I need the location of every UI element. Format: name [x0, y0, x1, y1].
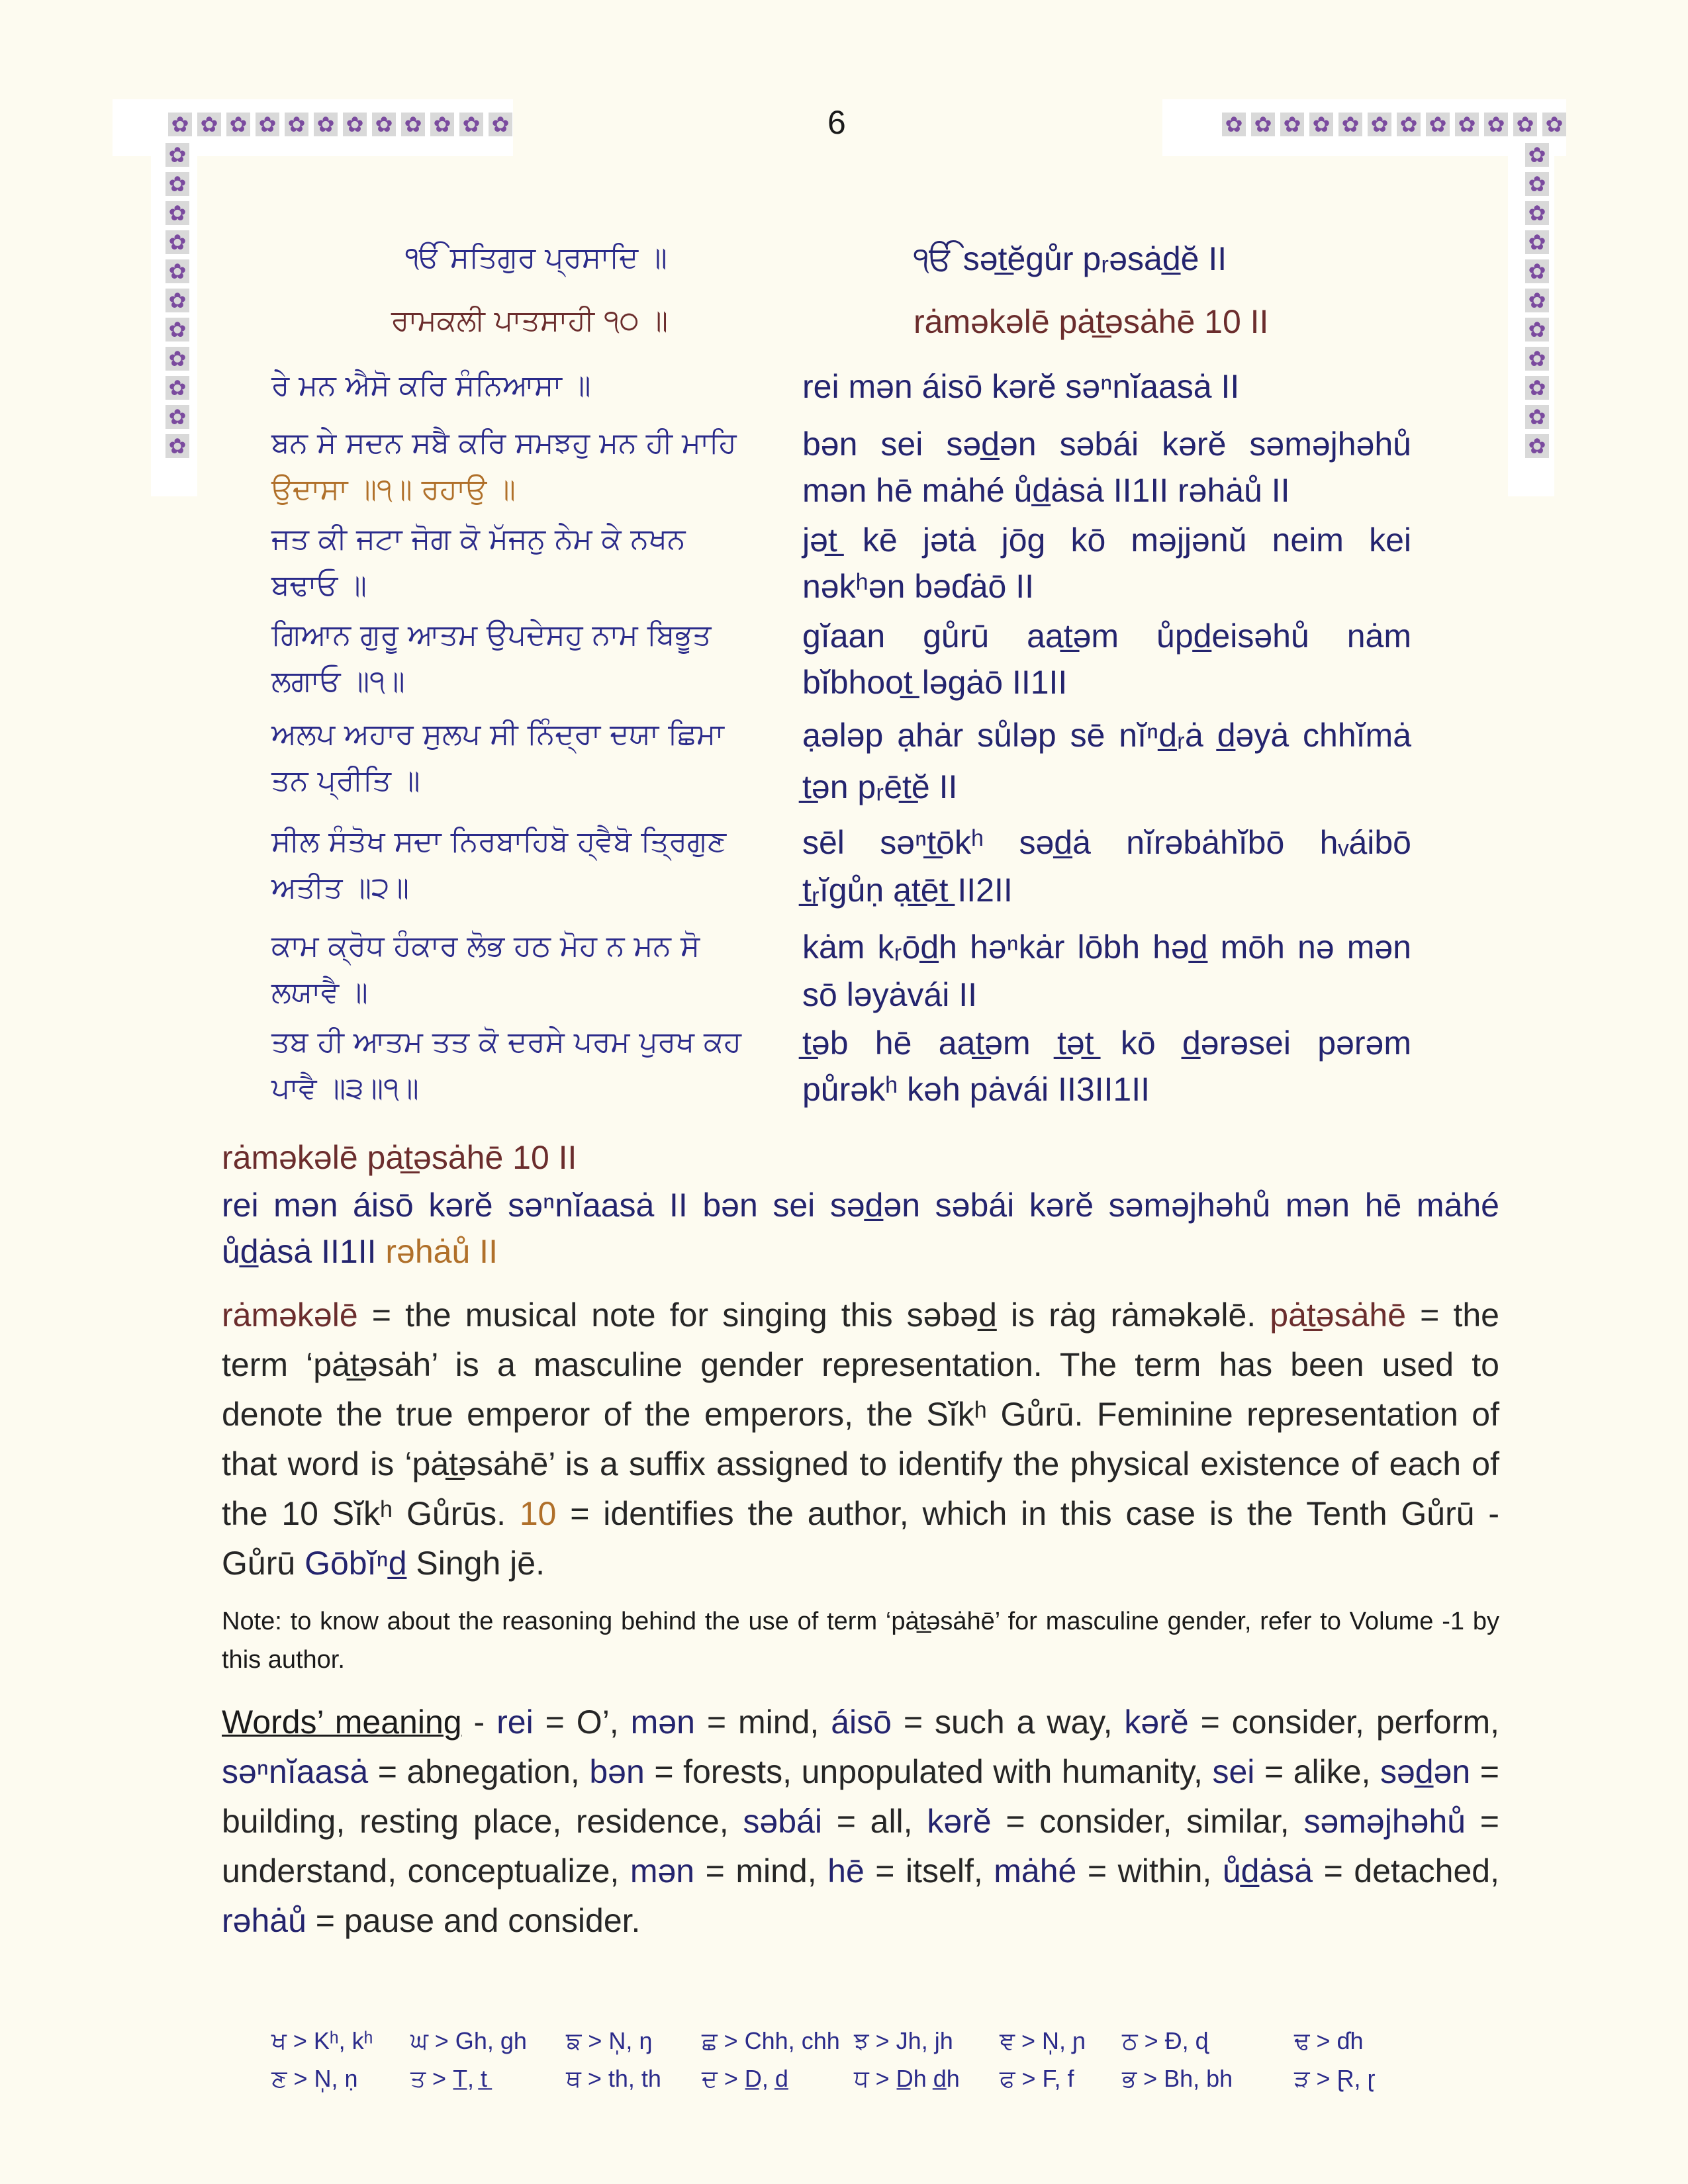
flower-ornament-icon: ✿ [1513, 113, 1537, 136]
explanation-text-3: = identifies the author, which in this case is the Tenth Gůrū - Gůrū [222, 1495, 1499, 1582]
verse-roman: sēl səⁿt̲ōkʰ səd̲ȧ nĭrəbȧhĭbō hᵥáibō [802, 824, 1411, 861]
meaning-definition: = alike, [1254, 1753, 1380, 1790]
meaning-definition: = detached, [1313, 1852, 1499, 1889]
gloss-entry: ਤ > T̲, t̲ [410, 2065, 488, 2092]
flower-ornament-icon: ✿ [1251, 113, 1275, 136]
meaning-definition: = understand, conceptualize, [222, 1803, 1500, 1889]
flower-ornament-icon: ✿ [165, 289, 189, 312]
flower-ornament-icon: ✿ [1525, 201, 1549, 225]
gurmukhi-title: ੴ ਸਤਿਗੁਰ ਪ੍ਰਸਾਦਿ ॥ [405, 241, 667, 275]
meaning-definition: = pause and consider. [306, 1902, 641, 1939]
verse-roman-2: půrəkʰ kəh pȧvái II3II1II [802, 1071, 1150, 1108]
verse-gurmukhi-2: ਲਗਾਓ ॥੧॥ [271, 664, 405, 698]
flower-ornament-icon: ✿ [165, 259, 189, 283]
verse-roman-2: t̲ᵣĭgůṇ ạt̲ēt̲ II2II [802, 872, 1013, 909]
verse-gurmukhi-2: ਬਢਾਓ ॥ [271, 569, 367, 602]
flower-ornament-icon: ✿ [1525, 259, 1549, 283]
verse-gurmukhi: ਬਨ ਸੇ ਸਦਨ ਸਬੈ ਕਰਿ ਸਮਝਹੁ ਮਨ ਹੀ ਮਾਹਿ [271, 426, 737, 460]
verse-roman-2: bĭbhoot̲ ləgȧō II1II [802, 664, 1068, 701]
flower-ornament-icon: ✿ [372, 113, 396, 136]
verse-gurmukhi: ਜਤ ਕੀ ਜਟਾ ਜੋਗ ਕੋ ਮੱਜਨੁ ਨੇਮ ਕੇ ਨਖਨ [271, 522, 686, 556]
gloss-entry: ਝ > Jh, jh [854, 2027, 953, 2054]
flower-ornament-icon: ✿ [165, 201, 189, 225]
flower-ornament-icon: ✿ [168, 113, 192, 136]
flower-ornament-icon: ✿ [343, 113, 367, 136]
meaning-word: kərĕ [927, 1803, 992, 1840]
meaning-definition: = consider, similar, [991, 1803, 1304, 1840]
words-meaning-paragraph [222, 1698, 1499, 1946]
verse-roman: rei mən áisō kərĕ səⁿnĭaasȧ II [802, 368, 1240, 405]
meaning-word: mən [630, 1852, 695, 1889]
term-gobind: Gōbĭⁿd̲ [305, 1545, 407, 1582]
repeat-udasa: ůd̲ȧsȧ II1II [222, 1233, 377, 1270]
verse-roman: gĭaan gůrū aat̲əm ůpd̲eisəhů nȧm [802, 617, 1411, 655]
gloss-entry: ਧ > D̲h d̲h [854, 2065, 960, 2092]
ornament-top-left [165, 113, 515, 136]
meaning-definition: = mind, [694, 1704, 831, 1741]
verse-roman-2: t̲ən pᵣēt̲ĕ II [802, 768, 958, 805]
flower-ornament-icon: ✿ [165, 230, 189, 254]
words-meaning-dash: - [461, 1704, 497, 1741]
meaning-definition: = O’, [533, 1704, 631, 1741]
verse-gurmukhi: ਤਬ ਹੀ ਆਤਮ ਤਤ ਕੋ ਦਰਸੇ ਪਰਮ ਪੁਰਖ ਕਹ [271, 1025, 741, 1059]
page-number: 6 [827, 104, 846, 141]
flower-ornament-icon: ✿ [1525, 289, 1549, 312]
repeat-line-2 [222, 1228, 498, 1275]
flower-ornament-icon: ✿ [165, 434, 189, 458]
verse-gurmukhi-2: ਅਤੀਤ ॥੨॥ [271, 871, 410, 905]
gurmukhi-raag: ਰਾਮਕਲੀ ਪਾਤਸਾਹੀ ੧੦ ॥ [391, 304, 669, 338]
gloss-entry: ਫ > F, f [1000, 2065, 1074, 2092]
gloss-entry: ਞ > N̩, ɲ [1000, 2027, 1086, 2054]
gloss-entry: ਖ > Kʰ, kʰ [271, 2027, 373, 2054]
ornament-top-right [1219, 113, 1569, 136]
flower-ornament-icon: ✿ [1525, 143, 1549, 167]
gloss-entry: ਠ > Ɖ, ɖ [1122, 2027, 1209, 2054]
verse-gurmukhi-2: ਲਯਾਵੈ ॥ [271, 976, 368, 1009]
meaning-definition: = abnegation, [368, 1753, 590, 1790]
verse-gurmukhi-2: ਤਨ ਪ੍ਰੀਤਿ ॥ [271, 764, 420, 797]
term-patsahi: pȧt̲əsȧhē [1270, 1297, 1407, 1334]
flower-ornament-icon: ✿ [197, 113, 221, 136]
explanation-text-2: = the term ‘pȧt̲əsȧh’ is a masculine gender representation. The term has been used to denote the true emperor of the emperors, the Sĭkʰ Gůrū. Feminine representation of that word is ‘pȧt̲əsȧhē’ is a suffix assigned to identify the physical existence of each of the 10 Sĭkʰ Gůrūs. [222, 1297, 1499, 1532]
verse-gurmukhi: ਗਿਆਨ ਗੁਰੂ ਆਤਮ ਉਪਦੇਸਹੁ ਨਾਮ ਬਿਭੂਤ [271, 618, 712, 652]
verse-roman-2: mən hē mȧhé ůd̲ȧsȧ II1II rəhȧů II [802, 472, 1290, 509]
meaning-definition: = all, [821, 1803, 927, 1840]
explanation-paragraph [222, 1291, 1499, 1588]
flower-ornament-icon: ✿ [165, 347, 189, 371]
verse-gurmukhi: ਕਾਮ ਕ੍ਰੋਧ ਹੰਕਾਰ ਲੋਭ ਹਠ ਮੋਹ ਨ ਮਨ ਸੋ [271, 929, 700, 963]
flower-ornament-icon: ✿ [165, 143, 189, 167]
verse-gurmukhi: ਅਲਪ ਅਹਾਰ ਸੁਲਪ ਸੀ ਨਿੰਦ੍ਰਾ ਦਯਾ ਛਿਮਾ [271, 717, 724, 751]
flower-ornament-icon: ✿ [285, 113, 308, 136]
flower-ornament-icon: ✿ [165, 405, 189, 429]
meaning-word: mȧhé [994, 1852, 1077, 1889]
verse-roman-2: nəkʰən bəɗȧō II [802, 568, 1034, 605]
meaning-word: mən [630, 1704, 695, 1741]
gloss-row-1 [271, 2027, 1463, 2060]
flower-ornament-icon: ✿ [430, 113, 454, 136]
flower-ornament-icon: ✿ [1525, 347, 1549, 371]
verse-gurmukhi: ਸੀਲ ਸੰਤੋਖ ਸਦਾ ਨਿਰਬਾਹਿਬੋ ਹ੍ਵੈਬੋ ਤ੍ਰਿਗੁਣ [271, 825, 727, 858]
meaning-word: kərĕ [1124, 1704, 1189, 1741]
repeat-line-1: rei mən áisō kərĕ səⁿnĭaasȧ II bən sei səd̲ən səbái kərĕ səməjhəhů mən hē mȧhé [222, 1187, 1499, 1224]
note-paragraph: Note: to know about the reasoning behind the use of term ‘pȧt̲əsȧhē’ for masculine gender, refer to Volume -1 by this author. [222, 1608, 1499, 1674]
meaning-word: rei [496, 1704, 534, 1741]
repeat-raag: rȧməkəlē pȧt̲əsȧhē 10 II [222, 1139, 577, 1176]
flower-ornament-icon: ✿ [1525, 405, 1549, 429]
term-ramkali: rȧməkəlē [222, 1297, 358, 1334]
verse-roman: kȧm kᵣōd̲h həⁿkȧr lōbh həd̲ mōh nə mən [802, 929, 1411, 966]
flower-ornament-icon: ✿ [489, 113, 512, 136]
gloss-entry: ਭ > Bh, bh [1122, 2065, 1233, 2092]
verse-roman: t̲əb hē aat̲əm t̲ət̲ kō d̲ərəsei pərəm [802, 1024, 1411, 1062]
meaning-word: səbái [743, 1803, 822, 1840]
meaning-word: hē [827, 1852, 865, 1889]
gloss-entry: ਙ > N̩, ŋ [566, 2027, 653, 2054]
words-meaning-heading: Words’ meaning [222, 1704, 462, 1741]
flower-ornament-icon: ✿ [1280, 113, 1304, 136]
term-ten: 10 [519, 1495, 557, 1532]
gloss-row-2 [271, 2065, 1463, 2098]
flower-ornament-icon: ✿ [1525, 318, 1549, 341]
gloss-entry: ਢ > ɗh [1294, 2027, 1364, 2054]
flower-ornament-icon: ✿ [1426, 113, 1450, 136]
meaning-definition: = mind, [694, 1852, 828, 1889]
gloss-entry: ੜ > Ɽ, ɽ [1294, 2065, 1376, 2092]
flower-ornament-icon: ✿ [1525, 376, 1549, 400]
gloss-entry: ਦ > D̲, d̲ [702, 2065, 788, 2092]
flower-ornament-icon: ✿ [1525, 434, 1549, 458]
meaning-word: səməjhəhů [1303, 1803, 1466, 1840]
flower-ornament-icon: ✿ [459, 113, 483, 136]
meaning-definition: = itself, [864, 1852, 994, 1889]
verse-roman: jət̲ kē jətȧ jōg kō məjjənŭ neim kei [802, 522, 1411, 559]
ornament-right [1525, 140, 1549, 461]
ornament-left [165, 140, 189, 461]
flower-ornament-icon: ✿ [1525, 230, 1549, 254]
flower-ornament-icon: ✿ [1397, 113, 1421, 136]
verse-roman: bən sei səd̲ən səbái kərĕ səməjhəhů [802, 426, 1411, 463]
flower-ornament-icon: ✿ [165, 376, 189, 400]
flower-ornament-icon: ✿ [165, 318, 189, 341]
meaning-word: rəhȧů [222, 1902, 306, 1939]
meaning-definition: = such a way, [891, 1704, 1125, 1741]
meaning-word: səd̲ən [1380, 1753, 1471, 1790]
meaning-word: áisō [831, 1704, 892, 1741]
meaning-definition: = forests, unpopulated with humanity, [644, 1753, 1213, 1790]
gloss-entry: ਣ > N̩, ṇ [271, 2065, 358, 2092]
flower-ornament-icon: ✿ [1542, 113, 1566, 136]
explanation-text-1: = the musical note for singing this səbəd̲ is rȧg rȧməkəlē. [357, 1297, 1270, 1334]
flower-ornament-icon: ✿ [1309, 113, 1333, 136]
flower-ornament-icon: ✿ [1222, 113, 1246, 136]
roman-title: ੴ sət̲ĕgůr pᵣəsȧd̲ĕ II [914, 240, 1227, 277]
flower-ornament-icon: ✿ [256, 113, 279, 136]
meaning-word: bən [589, 1753, 645, 1790]
meaning-definition: = building, resting place, residence, [222, 1753, 1499, 1840]
meaning-word: ůd̲ȧsȧ [1222, 1852, 1313, 1889]
verse-gurmukhi-2: ਪਾਵੈ ॥੩॥੧॥ [271, 1071, 419, 1105]
flower-ornament-icon: ✿ [226, 113, 250, 136]
flower-ornament-icon: ✿ [1338, 113, 1362, 136]
flower-ornament-icon: ✿ [1484, 113, 1508, 136]
meaning-word: sei [1212, 1753, 1255, 1790]
verse-roman-2: sō ləyȧvái II [802, 976, 978, 1013]
flower-ornament-icon: ✿ [165, 172, 189, 196]
repeat-rahau: rəhȧů II [385, 1233, 498, 1270]
flower-ornament-icon: ✿ [1525, 172, 1549, 196]
meaning-definition: = within, [1076, 1852, 1223, 1889]
flower-ornament-icon: ✿ [1455, 113, 1479, 136]
meaning-word: səⁿnĭaasȧ [222, 1753, 369, 1790]
flower-ornament-icon: ✿ [314, 113, 338, 136]
flower-ornament-icon: ✿ [401, 113, 425, 136]
explanation-text-4: Singh jē. [406, 1545, 545, 1582]
gloss-entry: ਛ > Chh, chh [702, 2027, 840, 2054]
verse-gurmukhi-rahau: ਉਦਾਸਾ ॥੧॥ ਰਹਾਉ ॥ [271, 473, 516, 506]
verse-roman: ạəlәp ạhȧr sůləp sē nĭⁿd̲ᵣȧ d̲əyȧ chhĭmȧ [802, 717, 1411, 754]
flower-ornament-icon: ✿ [1368, 113, 1391, 136]
roman-raag: rȧməkəlē pȧt̲əsȧhē 10 II [914, 303, 1269, 340]
meaning-definition: = consider, perform, [1188, 1704, 1500, 1741]
verse-gurmukhi: ਰੇ ਮਨ ਐਸੋ ਕਰਿ ਸੰਨਿਆਸਾ ॥ [271, 369, 591, 402]
gloss-entry: ਘ > Gh, gh [410, 2027, 527, 2054]
gloss-entry: ਥ > th, th [566, 2065, 661, 2092]
